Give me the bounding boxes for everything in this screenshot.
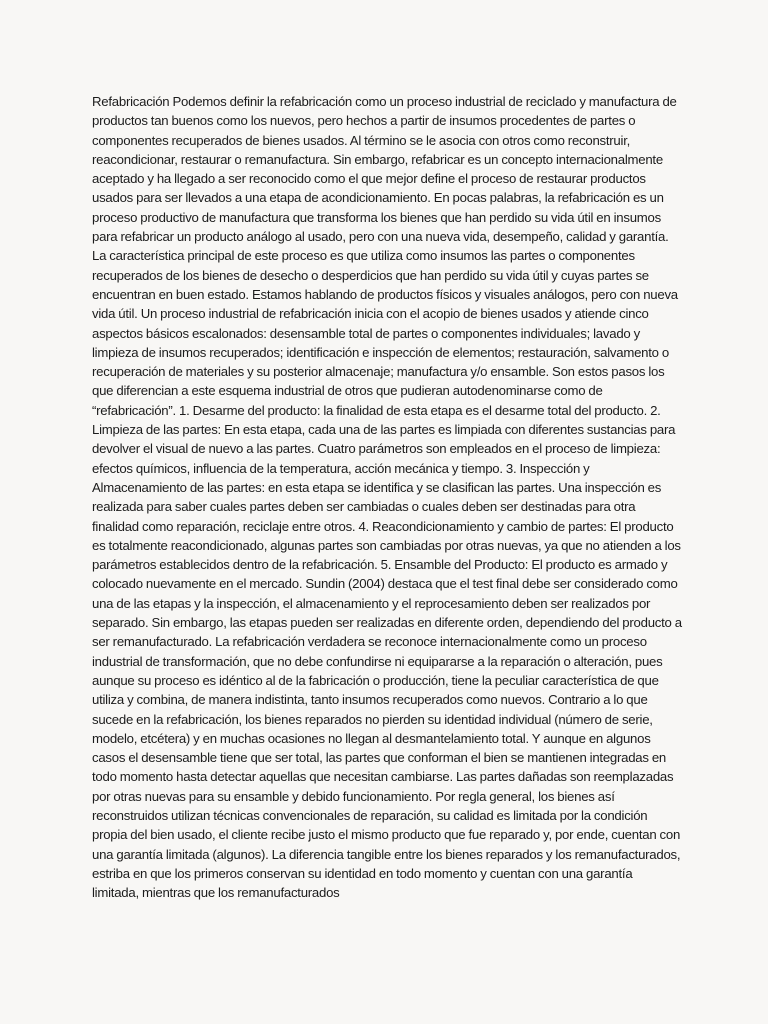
body-paragraph: Refabricación Podemos definir la refabricación como un proceso industrial de reciclado y manufactura de productos tan buenos como los nuevos, pero hechos a partir de insumos procedentes de partes o componentes recuperados de bienes usados. Al término se le asocia con otros como reconstruir, reacondicionar, restaurar o remanufactura. Sin embargo, refabricar es un concepto internacionalmente aceptado y ha llegado a ser reconocido como el que mejor define el proceso de restaurar productos usados para ser llevados a una etapa de acondicionamiento. En pocas palabras, la refabricación es un proceso productivo de manufactura que transforma los bienes que han perdido su vida útil en insumos para refabricar un producto análogo al usado, pero con una nueva vida, desempeño, calidad y garantía. La característica principal de este proceso es que utiliza como insumos las partes o componentes recuperados de los bienes de desecho o desperdicios que han perdido su vida útil y cuyas partes se encuentran en buen estado. Estamos hablando de productos físicos y visuales análogos, pero con nueva vida útil. Un proceso industrial de refabricación inicia con el acopio de bienes usados y atiende cinco aspectos básicos escalonados: desensamble total de partes o componentes individuales; lavado y limpieza de insumos recuperados; identificación e inspección de elementos; restauración, salvamento o recuperación de materiales y su posterior almacenaje; manufactura y/o ensamble. Son estos pasos los que diferencian a este esquema industrial de otros que pudieran autodenominarse como de “refabricación”. 1. Desarme del producto: la finalidad de esta etapa es el desarme total del producto. 2. Limpieza de las partes: En esta etapa, cada una de las partes es limpiada con diferentes sustancias para devolver el visual de nuevo a las partes. Cuatro parámetros son empleados en el proceso de limpieza: efectos químicos, influencia de la temperatura, acción mecánica y tiempo. 3. Inspección y Almacenamiento de las partes: en esta etapa se identifica y se clasifican las partes. Una inspección es realizada para saber cuales partes deben ser cambiadas o cuales deben ser destinadas para otra finalidad como reparación, reciclaje entre otros. 4. Reacondicionamiento y cambio de partes: El producto es totalmente reacondicionado, algunas partes son cambiadas por otras nuevas, ya que no atienden a los parámetros establecidos dentro de la refabricación. 5. Ensamble del Producto: El producto es armado y colocado nuevamente en el mercado. Sundin (2004) destaca que el test final debe ser considerado como una de las etapas y la inspección, el almacenamiento y el reprocesamiento deben ser realizados por separado. Sin embargo, las etapas pueden ser realizadas en diferente orden, dependiendo del producto a ser remanufacturado. La refabricación verdadera se reconoce internacionalmente como un proceso industrial de transformación, que no debe confundirse ni equipararse a la reparación o alteración, pues aunque su proceso es idéntico al de la fabricación o producción, tiene la peculiar característica de que utiliza y combina, de manera indistinta, tanto insumos recuperados como nuevos. Contrario a lo que sucede en la refabricación, los bienes reparados no pierden su identidad individual (número de serie, modelo, etcétera) y en muchas ocasiones no llegan al desmantelamiento total. Y aunque en algunos casos el desensamble tiene que ser total, las partes que conforman el bien se mantienen integradas en todo momento hasta detectar aquellas que necesitan cambiarse. Las partes dañadas son reemplazadas por otras nuevas para su ensamble y debido funcionamiento. Por regla general, los bienes así reconstruidos utilizan técnicas convencionales de reparación, su calidad es limitada por la condición propia del bien usado, el cliente recibe justo el mismo producto que fue reparado y, por ende, cuentan con una garantía limitada (algunos). La diferencia tangible entre los bienes reparados y los remanufacturados, estriba en que los primeros conservan su identidad en todo momento y cuentan con una garantía limitada, mientras que los remanufacturados	[92, 94, 682, 901]
document-body	[92, 92, 682, 902]
